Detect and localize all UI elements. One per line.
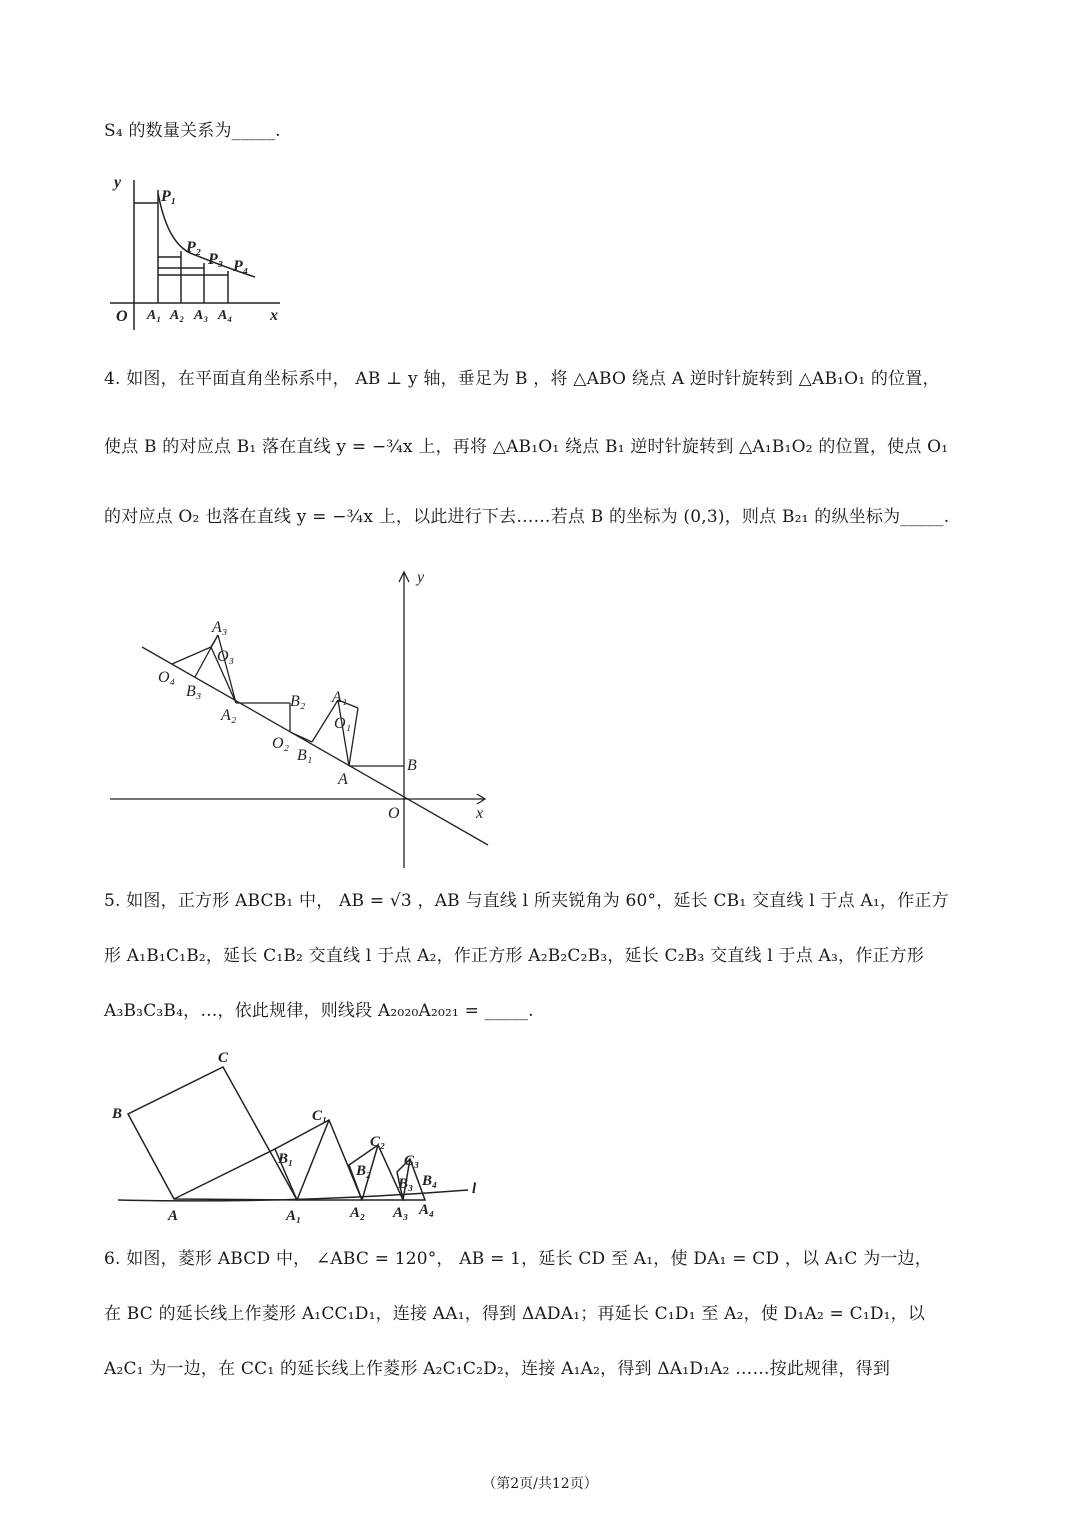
- q3-a2-label: A₂: [170, 308, 185, 323]
- q5-a1-label: A₁: [286, 1208, 302, 1224]
- q5-line-2: 形 A₁B₁C₁B₂，延长 C₁B₂ 交直线 l 于点 A₂，作正方形 A₂B₂C₂B₃，延长 C₂B₃ 交直线 l 于点 A₃，作正方形: [104, 946, 925, 966]
- q5-c2-label: C₂: [370, 1134, 386, 1150]
- q4-b-label: B: [407, 757, 417, 774]
- q4-o2-label: O₂: [272, 735, 290, 752]
- q4-b2-label: B₂: [290, 693, 306, 710]
- q3-origin-label: O: [116, 308, 128, 325]
- q6-line-1: 6. 如图，菱形 ABCD 中， ∠ABC = 120°， AB = 1，延长 CD 至 A₁，使 DA₁ = CD ，以 A₁C 为一边，: [104, 1249, 932, 1269]
- q3-a1-label: A₁: [147, 308, 162, 323]
- q5-a2-label: A₂: [350, 1205, 366, 1221]
- q5-line-3: A₃B₃C₃B₄，…，依此规律，则线段 A₂₀₂₀A₂₀₂₁ = _____.: [104, 1001, 534, 1021]
- q4-b3-label: B₃: [186, 683, 202, 700]
- q5-a4-label: A₄: [419, 1202, 435, 1218]
- q3-p2-label: P₂: [186, 239, 202, 256]
- q3-figure: [100, 165, 300, 340]
- q3-tail-text: S₄ 的数量关系为_____.: [104, 121, 281, 141]
- q3-y-label: y: [114, 174, 122, 191]
- q5-c-label: C: [218, 1050, 229, 1066]
- q3-p1-label: P₁: [161, 188, 177, 205]
- q5-a-label: A: [168, 1208, 179, 1224]
- q5-l-label: l: [472, 1181, 477, 1197]
- q5-b2-label: B₂: [356, 1163, 372, 1179]
- q4-line-l: [142, 647, 488, 845]
- q5-b4-label: B₄: [422, 1173, 438, 1189]
- q4-origin-label: O: [388, 805, 400, 822]
- q4-a2-label: A₂: [221, 707, 237, 724]
- q4-x-label: x: [476, 805, 484, 822]
- q3-p4-label: P₄: [233, 258, 249, 275]
- q4-a3-label: A₃: [212, 619, 228, 636]
- q5-a3-label: A₃: [393, 1205, 409, 1221]
- q5-line-1: 5. 如图，正方形 ABCB₁ 中， AB = √3 ，AB 与直线 l 所夹锐角为 60°，延长 CB₁ 交直线 l 于点 A₁，作正方: [104, 891, 949, 911]
- page-footer: （第2页/共12页）: [482, 1476, 598, 1492]
- q4-b1-label: B₁: [297, 747, 313, 764]
- q5-c3-label: C₃: [404, 1153, 420, 1169]
- q4-figure: [100, 560, 500, 875]
- q4-o4-label: O₄: [158, 669, 176, 686]
- q3-p3-label: P₃: [208, 251, 224, 268]
- q4-line-2: 使点 B 的对应点 B₁ 落在直线 y = −¾x 上，再将 △AB₁O₁ 绕点 B₁ 逆时针旋转到 △A₁B₁O₂ 的位置，使点 O₁: [104, 437, 949, 457]
- q3-a4-label: A₄: [218, 308, 233, 323]
- q5-b-label: B: [112, 1106, 123, 1122]
- q4-y-label: y: [417, 569, 425, 586]
- q5-c1-label: C₁: [312, 1108, 328, 1124]
- q4-o1-label: O₁: [334, 715, 352, 732]
- q3-a3-label: A₃: [194, 308, 209, 323]
- q6-line-3: A₂C₁ 为一边，在 CC₁ 的延长线上作菱形 A₂C₁C₂D₂，连接 A₁A₂，得到 ΔA₁D₁A₂ ……按此规律，得到: [104, 1359, 891, 1379]
- q4-a-label: A: [338, 771, 348, 788]
- q5-b1-label: B₁: [278, 1151, 294, 1167]
- q4-a1-label: A₁: [332, 689, 348, 706]
- q5-figure: [100, 1042, 500, 1227]
- q6-line-2: 在 BC 的延长线上作菱形 A₁CC₁D₁，连接 AA₁，得到 ΔADA₁；再延长 C₁D₁ 至 A₂，使 D₁A₂ = C₁D₁，以: [104, 1304, 926, 1324]
- q4-line-1: 4. 如图，在平面直角坐标系中， AB ⊥ y 轴，垂足为 B ，将 △ABO 绕点 A 逆时针旋转到 △AB₁O₁ 的位置，: [104, 369, 940, 389]
- q5-b3-label: B₃: [398, 1176, 414, 1192]
- q4-line-3: 的对应点 O₂ 也落在直线 y = −¾x 上，以此进行下去……若点 B 的坐标为 (0,3)，则点 B₂₁ 的纵坐标为_____.: [104, 507, 950, 527]
- q3-x-label: x: [270, 307, 278, 324]
- q4-o3-label: O₃: [217, 648, 235, 665]
